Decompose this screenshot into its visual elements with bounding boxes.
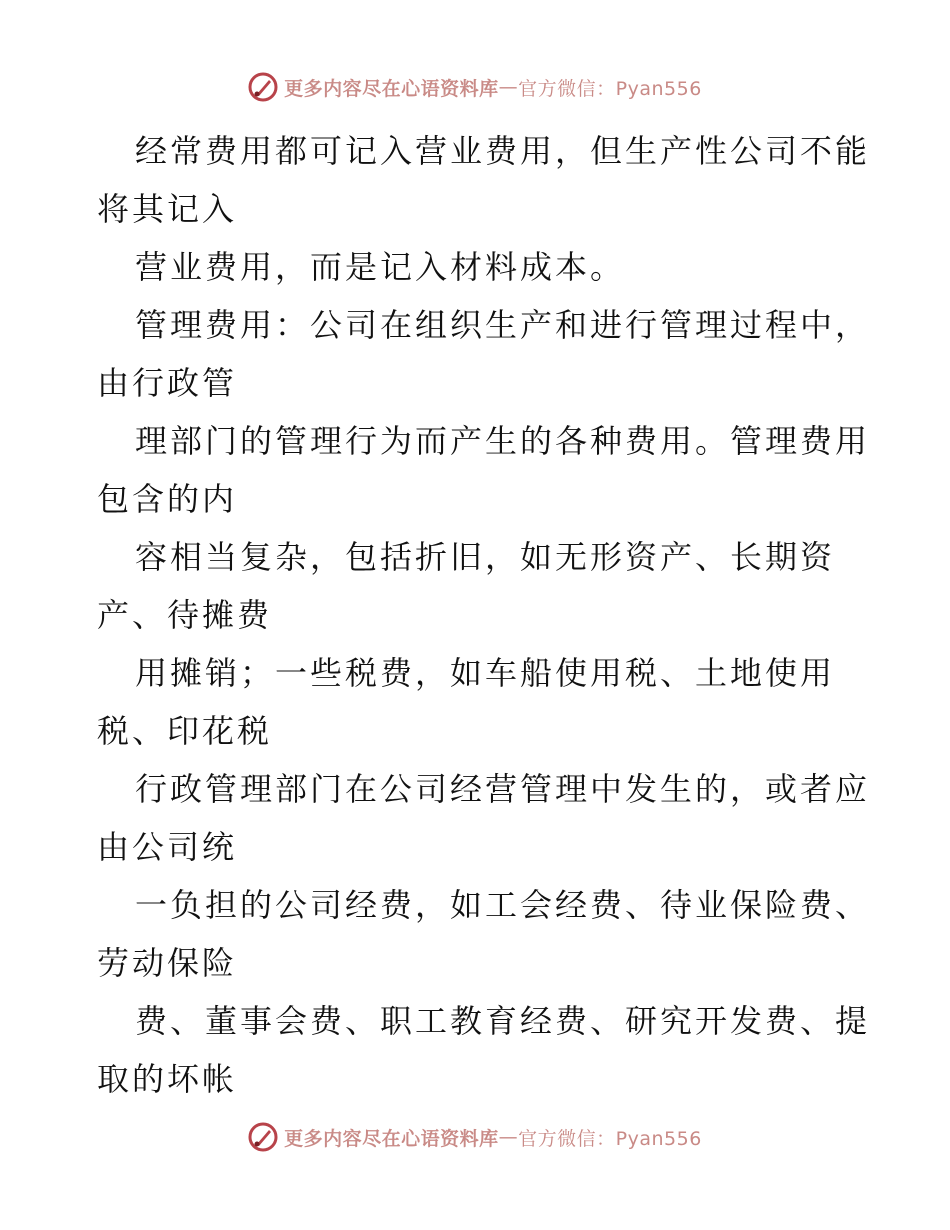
quill-pen-logo-icon bbox=[248, 1122, 278, 1152]
footer-banner bbox=[0, 1122, 950, 1152]
banner-dash: — bbox=[498, 1126, 519, 1148]
text-line: 用摊销；一些税费，如车船使用税、土地使用 bbox=[135, 654, 836, 692]
banner-main-text: 更多内容尽在心语资料库 bbox=[284, 77, 499, 100]
text-line: 由行政管 bbox=[97, 364, 238, 402]
banner-wechat-text: 官方微信：Pyan556 bbox=[518, 1127, 702, 1150]
text-line: 理部门的管理行为而产生的各种费用。管理费用 bbox=[135, 422, 871, 460]
header-banner bbox=[0, 72, 950, 102]
text-line: 取的坏帐 bbox=[97, 1060, 238, 1098]
text-line: 税、印花税 bbox=[97, 712, 273, 750]
text-line: 管理费用：公司在组织生产和进行管理过程中， bbox=[135, 306, 871, 344]
text-line: 包含的内 bbox=[97, 480, 238, 518]
text-line: 经常费用都可记入营业费用，但生产性公司不能 bbox=[135, 132, 871, 170]
document-body bbox=[97, 122, 871, 1108]
text-line: 由公司统 bbox=[97, 828, 238, 866]
text-line: 将其记入 bbox=[97, 190, 238, 228]
text-line: 行政管理部门在公司经营管理中发生的，或者应 bbox=[135, 770, 871, 808]
text-line: 费、董事会费、职工教育经费、研究开发费、提 bbox=[135, 1002, 871, 1040]
text-line: 容相当复杂，包括折旧，如无形资产、长期资 bbox=[135, 538, 836, 576]
banner-main-text: 更多内容尽在心语资料库 bbox=[284, 1127, 499, 1150]
text-line: 产、待摊费 bbox=[97, 596, 273, 634]
banner-dash: — bbox=[498, 76, 519, 98]
text-line: 营业费用，而是记入材料成本。 bbox=[135, 248, 626, 286]
text-line: 一负担的公司经费，如工会经费、待业保险费、 bbox=[135, 886, 871, 924]
text-line: 劳动保险 bbox=[97, 944, 238, 982]
banner-wechat-text: 官方微信：Pyan556 bbox=[518, 77, 702, 100]
quill-pen-logo-icon bbox=[248, 72, 278, 102]
